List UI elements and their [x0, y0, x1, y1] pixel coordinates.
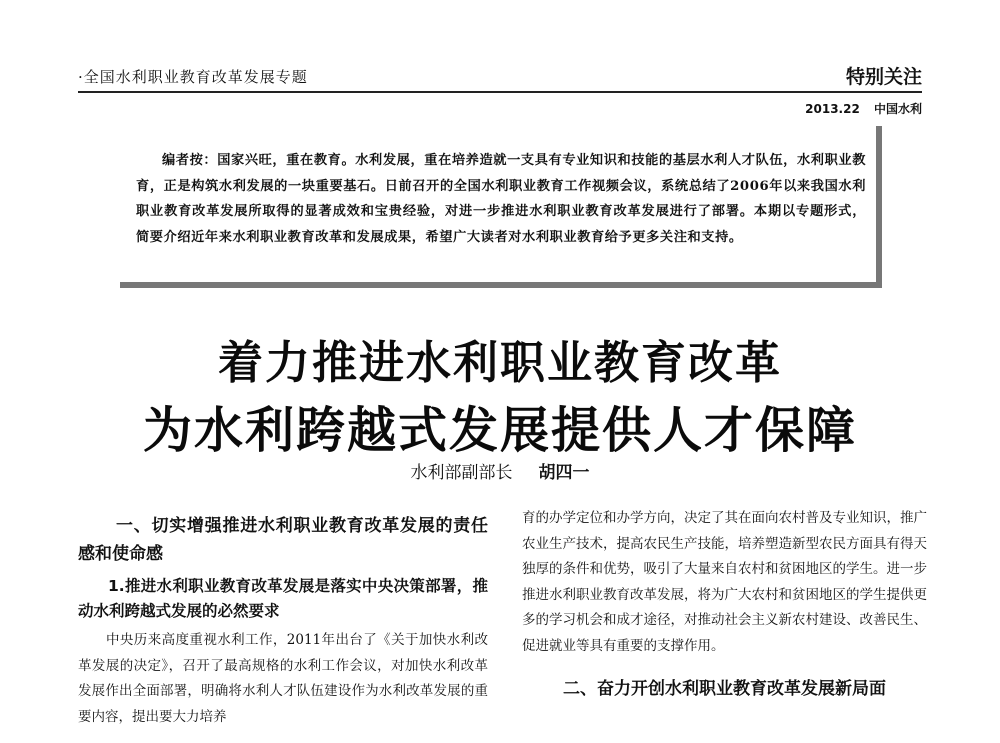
- editor-note-text: 编者按：国家兴旺，重在教育。水利发展，重在培养造就一支具有专业知识和技能的基层水利人才队伍，水利职业教育，正是构筑水利发展的一块重要基石。日前召开的全国水利职业教育工作视频会议，系统总结了2006年以来我国水利职业教育改革发展所取得的显著成效和宝贵经验，对进一步推进水利职业教育改革发展进行了部署。本期以专题形式，简要介绍近年来水利职业教育改革和发展成果，希望广大读者对水利职业教育给予更多关注和支持。: [136, 153, 866, 245]
- section2-heading: 二、奋力开创水利职业教育改革发展新局面: [563, 679, 886, 699]
- left-column: [78, 512, 488, 730]
- author-name: 胡四一: [538, 463, 590, 483]
- issue-info: [805, 100, 922, 117]
- header-divider: [78, 91, 922, 93]
- publication-name: 中国水利: [873, 102, 922, 116]
- byline: [0, 458, 1000, 483]
- article-title-line2: 为水利跨越式发展提供人才保障: [142, 402, 857, 459]
- right-column: [522, 506, 927, 703]
- issue-number: 2013.22: [805, 102, 860, 116]
- column-name: ·全国水利职业教育改革发展专题: [78, 68, 308, 86]
- author-title: 水利部副部长: [410, 463, 513, 483]
- left-paragraph: 中央历来高度重视水利工作，2011年出台了《关于加快水利改革发展的决定》，召开了最高规格的水利工作会议，对加快水利改革发展作出全面部署，明确将水利人才队伍建设作为水利改革发展的重要内容，提出要大力培养: [78, 632, 488, 725]
- right-paragraph: 育的办学定位和办学方向，决定了其在面向农村普及专业知识，推广农业生产技术，提高农民生产技能，培养塑造新型农民方面具有得天独厚的条件和优势，吸引了大量来自农村和贫困地区的学生。进一步推进水利职业教育改革发展，将为广大农村和贫困地区的学生提供更多的学习机会和成才途径，对推动社会主义新农村建设、改善民生、促进就业等具有重要的支撑作用。: [522, 510, 927, 654]
- article-title-line1: 着力推进水利职业教育改革: [217, 336, 782, 389]
- section1-heading: 一、切实增强推进水利职业教育改革发展的责任感和使命感: [78, 516, 488, 564]
- subsection1-heading: 1.推进水利职业教育改革发展是落实中央决策部署，推动水利跨越式发展的必然要求: [78, 577, 488, 620]
- section-label: 特别关注: [845, 66, 922, 88]
